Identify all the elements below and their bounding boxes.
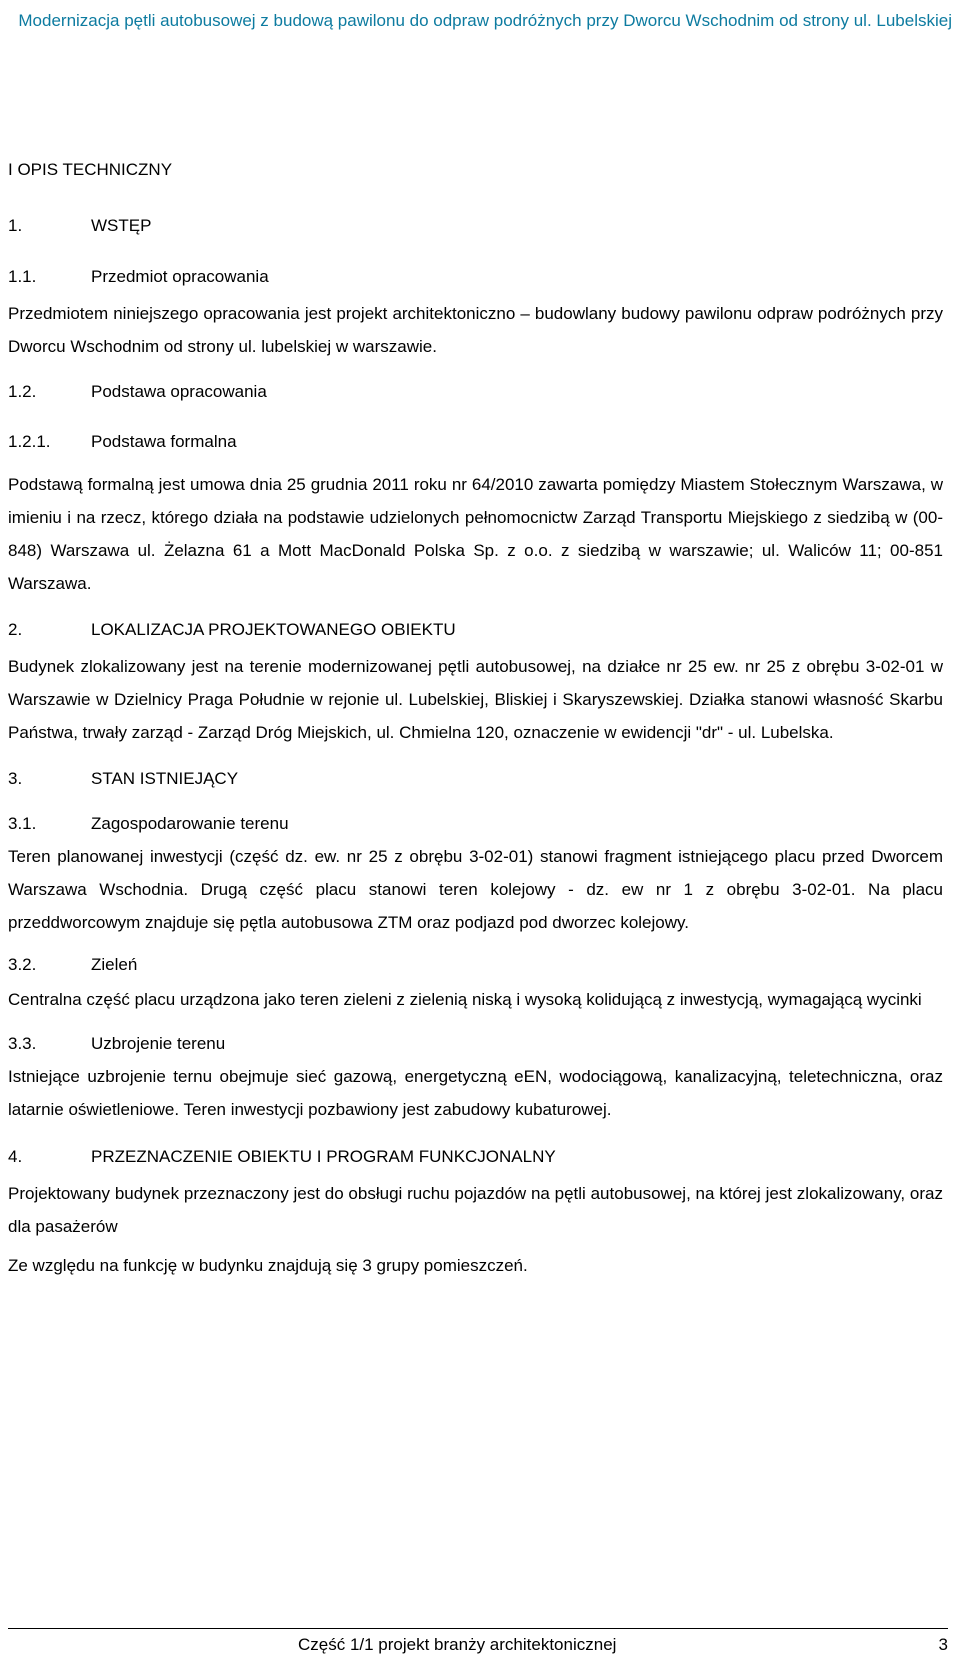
section-3-2-heading <box>8 951 943 979</box>
page-number: 3 <box>938 1635 948 1654</box>
section-3-3-number: 3.3. <box>8 1034 37 1053</box>
section-4-number: 4. <box>8 1147 23 1166</box>
document-body <box>8 156 943 1282</box>
section-3-1-number: 3.1. <box>8 814 37 833</box>
footer-label: Część 1/1 projekt branży architektonicznej <box>298 1635 617 1654</box>
section-1-2-number: 1.2. <box>8 382 37 401</box>
section-1-1-heading <box>8 263 943 291</box>
section-1-2-title: Podstawa opracowania <box>91 382 267 401</box>
section-3-2-text: Centralna część placu urządzona jako teren zieleni z zielenią niską i wysoką kolidującą z inwestycją, wymagającą wycinki <box>8 990 922 1009</box>
section-3-1-title: Zagospodarowanie terenu <box>91 814 289 833</box>
section-1-1-text: Przedmiotem niniejszego opracowania jest projekt architektoniczno – budowlany budowy pawilonu odpraw podróżnych przy Dworcu Wschodnim od strony ul. lubelskiej w warszawie. <box>8 304 943 356</box>
section-1-2-1-text: Podstawą formalną jest umowa dnia 25 grudnia 2011 roku nr 64/2010 zawarta pomiędzy Miastem Stołecznym Warszawa, w imieniu i na rzecz, którego działa na podstawie udzielonych pełnomocnictw Zarząd Transportu Miejskiego z siedzibą w (00-848) Warszawa ul. Żelazna 61 a Mott MacDonald Polska Sp. z o.o. z siedzibą w warszawie; ul. Waliców 11; 00-851 Warszawa. <box>8 475 943 593</box>
section-1-2-1-title: Podstawa formalna <box>91 432 237 451</box>
section-3-title: STAN ISTNIEJĄCY <box>91 769 239 788</box>
section-4-text-2: Ze względu na funkcję w budynku znajdują się 3 grupy pomieszczeń. <box>8 1256 528 1275</box>
section-1-2-heading <box>8 378 943 406</box>
section-1-heading <box>8 212 943 240</box>
section-3-3-text: Istniejące uzbrojenie ternu obejmuje sieć gazową, energetyczną eEN, wodociągową, kanalizacyjną, teletechniczna, oraz latarnie oświetleniowe. Teren inwestycji pozbawiony jest zabudowy kubaturowej. <box>8 1067 943 1119</box>
section-3-1-text: Teren planowanej inwestycji (część dz. ew. nr 25 z obrębu 3-02-01) stanowi fragment istniejącego placu przed Dworcem Warszawa Wschodnia. Drugą część placu stanowi teren kolejowy - dz. ew nr 1 z obrębu 3-02-01. Na placu przeddworcowym znajduje się pętla autobusowa ZTM oraz podjazd pod dworzec kolejowy. <box>8 847 943 932</box>
section-3-3-title: Uzbrojenie terenu <box>91 1034 226 1053</box>
section-1-1-title: Przedmiot opracowania <box>91 267 269 286</box>
section-3-number: 3. <box>8 769 23 788</box>
section-1-2-1-heading <box>8 428 943 456</box>
section-3-heading <box>8 765 943 793</box>
section-3-3-heading <box>8 1030 943 1058</box>
page-footer <box>8 1628 948 1654</box>
section-1-number: 1. <box>8 216 23 235</box>
section-2-heading <box>8 616 943 644</box>
section-3-2-title: Zieleń <box>91 955 138 974</box>
section-1-title: WSTĘP <box>91 216 152 235</box>
document-title: I OPIS TECHNICZNY <box>8 160 173 179</box>
section-2-number: 2. <box>8 620 23 639</box>
section-1-1-number: 1.1. <box>8 267 37 286</box>
section-3-2-number: 3.2. <box>8 955 37 974</box>
section-2-text: Budynek zlokalizowany jest na terenie modernizowanej pętli autobusowej, na działce nr 25 ew. nr 25 z obrębu 3-02-01 w Warszawie w Dzielnicy Praga Południe w rejonie ul. Lubelskiej, Bliskiej i Skaryszewskiej. Działka stanowi własność Skarbu Państwa, trwały zarząd - Zarząd Dróg Miejskich, ul. Chmielna 120, oznaczenie w ewidencji "dr" - ul. Lubelska. <box>8 657 943 742</box>
section-2-title: LOKALIZACJA PROJEKTOWANEGO OBIEKTU <box>91 620 456 639</box>
section-1-2-1-number: 1.2.1. <box>8 432 51 451</box>
running-header: Modernizacja pętli autobusowej z budową pawilonu do odpraw podróżnych przy Dworcu Wschodnim od strony ul. Lubelskiej <box>18 11 952 30</box>
section-4-text-1: Projektowany budynek przeznaczony jest do obsługi ruchu pojazdów na pętli autobusowej, na której jest zlokalizowany, oraz dla pasażerów <box>8 1184 943 1236</box>
section-3-1-heading <box>8 810 943 838</box>
section-4-title: PRZEZNACZENIE OBIEKTU I PROGRAM FUNKCJONALNY <box>91 1147 556 1166</box>
section-4-heading <box>8 1143 943 1171</box>
